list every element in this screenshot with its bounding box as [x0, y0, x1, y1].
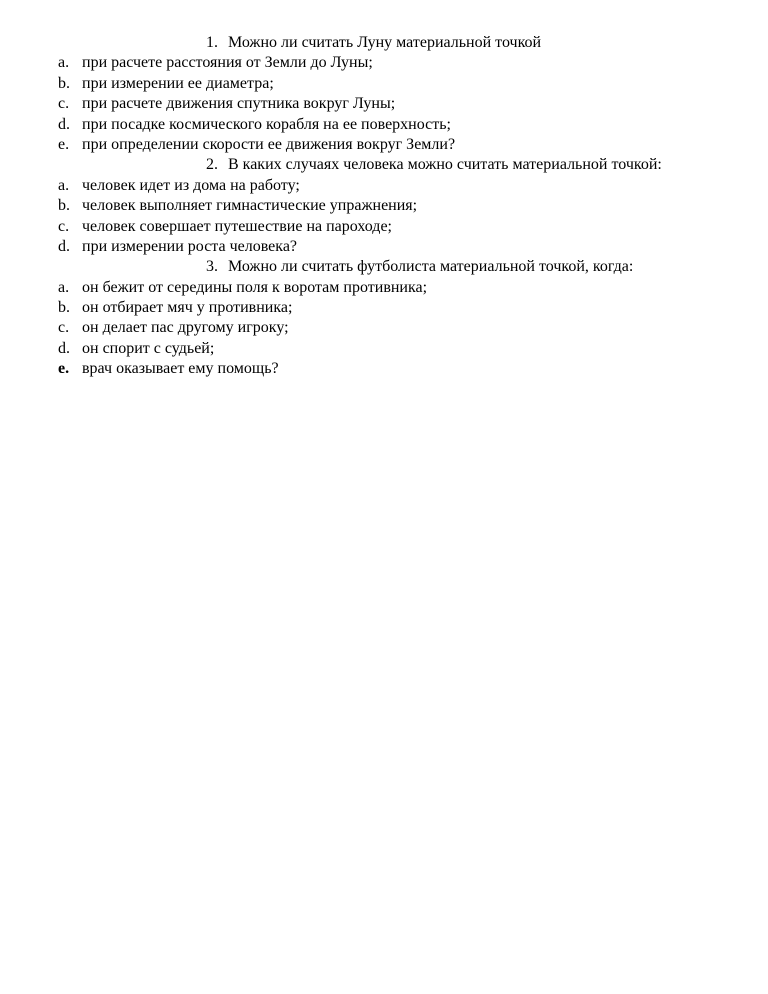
option-letter: b.	[58, 299, 70, 317]
list-item	[58, 298, 738, 318]
list-item	[58, 278, 738, 298]
option-text: при расчете движения спутника вокруг Луны;	[82, 95, 396, 113]
list-item	[58, 237, 738, 257]
option-text: при определении скорости ее движения вокруг Земли?	[82, 135, 456, 153]
question-1-heading	[58, 33, 738, 53]
list-item	[58, 359, 738, 379]
option-text: он спорит с судьей;	[82, 339, 215, 357]
option-letter: d.	[58, 115, 70, 133]
list-item	[58, 176, 738, 196]
option-letter: a.	[58, 278, 70, 296]
option-letter: c.	[58, 95, 70, 113]
question-2-heading	[58, 155, 738, 175]
option-text: при измерении ее диаметра;	[82, 74, 274, 92]
option-text: он бежит от середины поля к воротам противника;	[82, 278, 428, 296]
question-list	[58, 33, 738, 380]
list-item	[58, 339, 738, 359]
option-text: при измерении роста человека?	[82, 237, 298, 255]
list-item	[58, 115, 738, 135]
option-text: при расчете расстояния от Земли до Луны;	[82, 54, 373, 72]
list-item	[58, 53, 738, 73]
question-number: 2.	[206, 156, 218, 174]
question-number: 3.	[206, 258, 218, 276]
option-text: он делает пас другому игроку;	[82, 319, 289, 337]
option-letter: a.	[58, 176, 70, 194]
option-letter: e.	[58, 135, 70, 153]
option-text: человек выполняет гимнастические упражнения;	[82, 197, 418, 215]
list-item	[58, 217, 738, 237]
question-text: Можно ли считать Луну материальной точкой	[228, 34, 542, 51]
question-text: В каких случаях человека можно считать материальной точкой:	[228, 156, 662, 174]
option-text: при посадке космического корабля на ее поверхность;	[82, 115, 451, 133]
option-letter: b.	[58, 197, 70, 215]
option-letter: a.	[58, 54, 70, 72]
list-item	[58, 318, 738, 338]
option-text: человек совершает путешествие на пароходе;	[82, 217, 392, 235]
option-text: он отбирает мяч у противника;	[82, 299, 293, 317]
option-letter: c.	[58, 319, 70, 337]
question-number: 1.	[206, 34, 218, 51]
question-3-heading	[58, 257, 738, 277]
list-item	[58, 94, 738, 114]
option-text: врач оказывает ему помощь?	[82, 360, 279, 378]
option-letter: d.	[58, 237, 70, 255]
list-item	[58, 74, 738, 94]
list-item	[58, 196, 738, 216]
option-letter: d.	[58, 339, 70, 357]
question-text: Можно ли считать футболиста материальной точкой, когда:	[228, 258, 634, 276]
list-item	[58, 135, 738, 155]
option-letter: b.	[58, 74, 70, 92]
option-letter: e.	[58, 360, 70, 378]
option-letter: c.	[58, 217, 70, 235]
option-text: человек идет из дома на работу;	[82, 176, 300, 194]
